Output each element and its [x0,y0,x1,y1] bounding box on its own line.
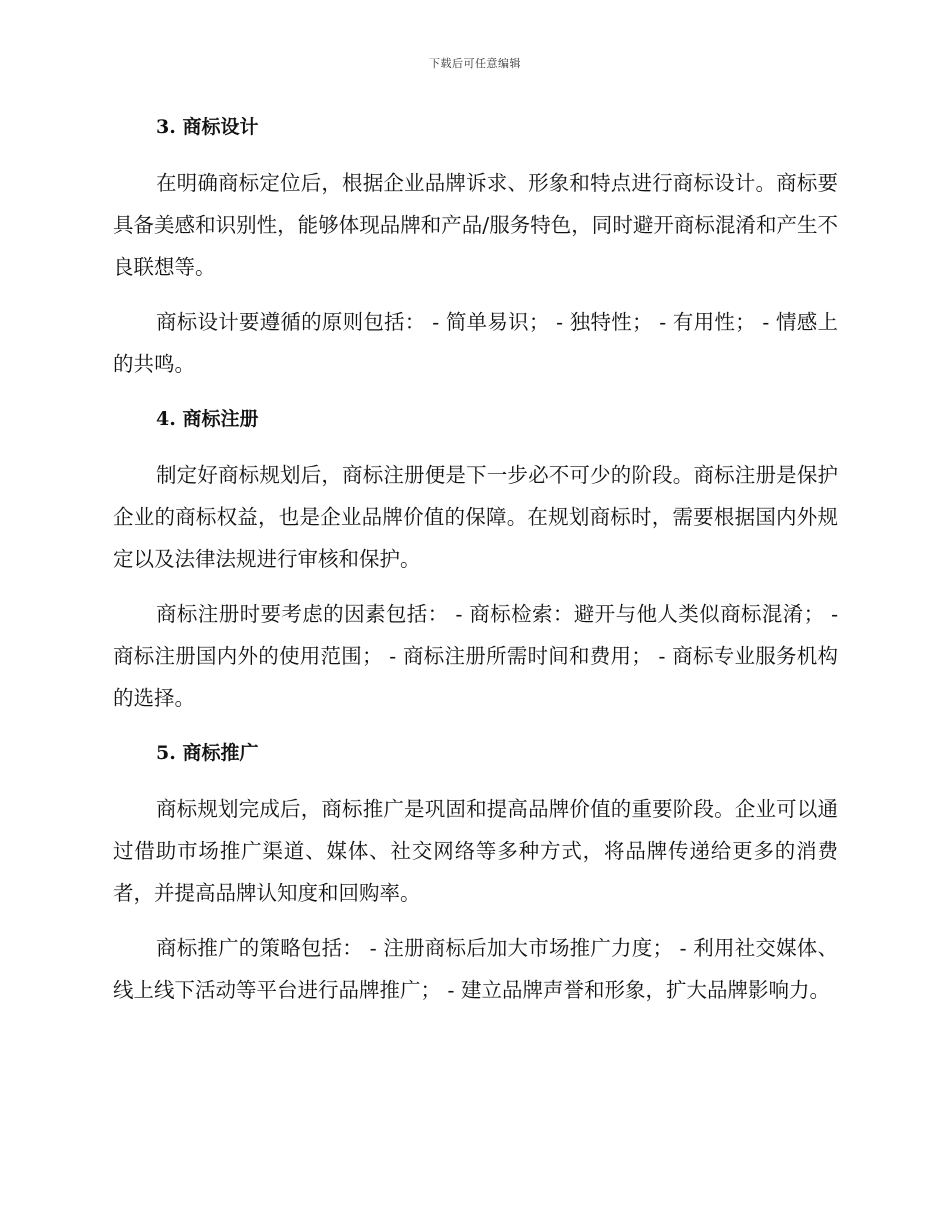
page-header-note: 下载后可任意编辑 [429,57,521,70]
document-body [113,108,838,1026]
paragraph: 制定好商标规划后，商标注册便是下一步必不可少的阶段。商标注册是保护企业的商标权益，也是企业品牌价值的保障。在规划商标时，需要根据国内外规定以及法律法规进行审核和保护。 [113,463,838,571]
section-trademark-registration [113,400,838,719]
section-trademark-promotion [113,734,838,1011]
paragraph: 商标规划完成后，商标推广是巩固和提高品牌价值的重要阶段。企业可以通过借助市场推广渠道、媒体、社交网络等多种方式，将品牌传递给更多的消费者，并提高品牌认知度和回购率。 [113,797,838,905]
paragraph: 商标注册时要考虑的因素包括： - 商标检索：避开与他人类似商标混淆； - 商标注册国内外的使用范围； - 商标注册所需时间和费用； - 商标专业服务机构的选择。 [113,602,838,710]
section-heading: 3. 商标设计 [156,116,259,138]
section-trademark-design [113,108,838,385]
paragraph: 商标推广的策略包括： - 注册商标后加大市场推广力度； - 利用社交媒体、线上线下活动等平台进行品牌推广； - 建立品牌声誉和形象，扩大品牌影响力。 [113,936,838,1002]
paragraph: 商标设计要遵循的原则包括： - 简单易识； - 独特性； - 有用性； - 情感上的共鸣。 [113,310,838,376]
section-heading: 4. 商标注册 [156,408,259,430]
section-heading: 5. 商标推广 [156,742,259,764]
paragraph: 在明确商标定位后，根据企业品牌诉求、形象和特点进行商标设计。商标要具备美感和识别性，能够体现品牌和产品/服务特色，同时避开商标混淆和产生不良联想等。 [113,171,838,279]
